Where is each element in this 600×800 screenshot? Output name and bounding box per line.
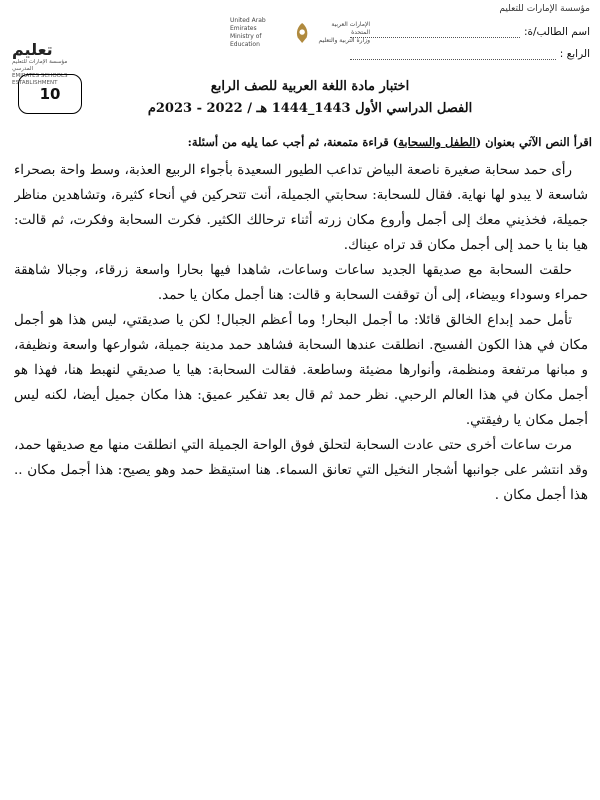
ministry-text-en: United Arab Emirates Ministry of Education <box>230 17 266 48</box>
passage-paragraph-3: تأمل حمد إبداع الخالق قائلا: ما أجمل البحار! وما أعظم الجبال! لكن يا صديقتي، ليس هذا هو أجمل مكان في هذا الكون الفسيح. انطلقت عندها السحابة فشاهد حمد مدينة جميلة، شوارعها واسعة ونظيفة، و مبانها مرتفعة ومنظمة، وأنوارها مضيئة وساطعة. فقالت السحابة: هيا يا صديقي لنهبط هنا، فهذا هو أجمل مكان في هذا العالم الرحبي. نظر حمد ثم قال بعد تفكير عميق: هذا مكان جميل أيضا، لكنه ليس أجمل مكان يا رفيقتي. <box>14 313 588 428</box>
score-value: 10 <box>39 85 61 103</box>
taleem-wordmark: تعليم <box>12 40 53 59</box>
passage-paragraph-4: مرت ساعات أخرى حتى عادت السحابة لتحلق فوق الواحة الجميلة التي انطلقت منها مع صديقها حمد، وقد انتشر على جوانبها أشجار النخيل التي تعانق السماء. هنا استيقظ حمد وهو يصيح: هذا أجمل مكان .. هذا أجمل مكان . <box>14 438 588 503</box>
student-info-fields <box>350 16 590 60</box>
exam-title: اختبار مادة اللغة العربية للصف الرابع <box>210 79 410 94</box>
section-field[interactable] <box>350 48 556 60</box>
instruction-after: ) قراءة متمعنة، ثم أجب عما يليه من أسئلة: <box>187 135 399 149</box>
exam-heading <box>110 76 510 120</box>
organization-name: مؤسسة الإمارات للتعليم <box>499 4 590 14</box>
ministry-text-ar: الإمارات العربية المتحدة وزارة التربية والتعليم <box>318 21 371 44</box>
instruction-before: اقرأ النص الآتي بعنوان ( <box>475 135 592 149</box>
section-label: الرابع : <box>559 48 590 60</box>
student-name-row <box>350 16 590 38</box>
passage-paragraph-1: رأى حمد سحابة صغيرة ناصعة البياض تداعب الطيور السعيدة بأجواء الربيع العذبة، وسط واحة بصحراء شاسعة لا يبدو لها نهاية. فقال للسحابة: سحابتي الجميلة، أنت تتحركين في أنحاء كثيرة، وتشاهدين مناظر جميلة، فخذيني معك إلى أجمل وأروع مكان زرته أثناء ترحالك الكثير. فكرت السحابة وفكرت، ثم قالت: هيا بنا يا حمد إلى أجمل مكان قد تراه عيناك. <box>14 163 588 253</box>
student-name-field[interactable] <box>350 26 520 38</box>
exam-term: الفصل الدراسي الأول 1443_1444 هـ / 2022 - 2023م <box>147 101 473 116</box>
passage-title: الطفل والسحابة <box>398 135 476 149</box>
reading-instruction <box>6 134 592 150</box>
reading-passage <box>14 158 588 794</box>
ministry-logo <box>230 16 370 50</box>
student-name-label: اسم الطالب/ة: <box>523 26 590 38</box>
section-row <box>350 38 590 60</box>
falcon-emblem-icon <box>294 20 310 46</box>
taleem-subtitle: مؤسسة الإمارات للتعليم المدرسي EMIRATES SCHOOLS ESTABLISHMENT <box>12 59 68 86</box>
score-box <box>18 74 82 114</box>
passage-paragraph-2: حلقت السحابة مع صديقها الجديد ساعات وساعات، شاهدا فيها بحارا واسعة زرقاء، وجبالا شاهقة حمراء وسوداء وبيضاء، إلى أن توقفت السحابة و قالت: هنا أجمل مكان يا حمد. <box>14 263 588 303</box>
